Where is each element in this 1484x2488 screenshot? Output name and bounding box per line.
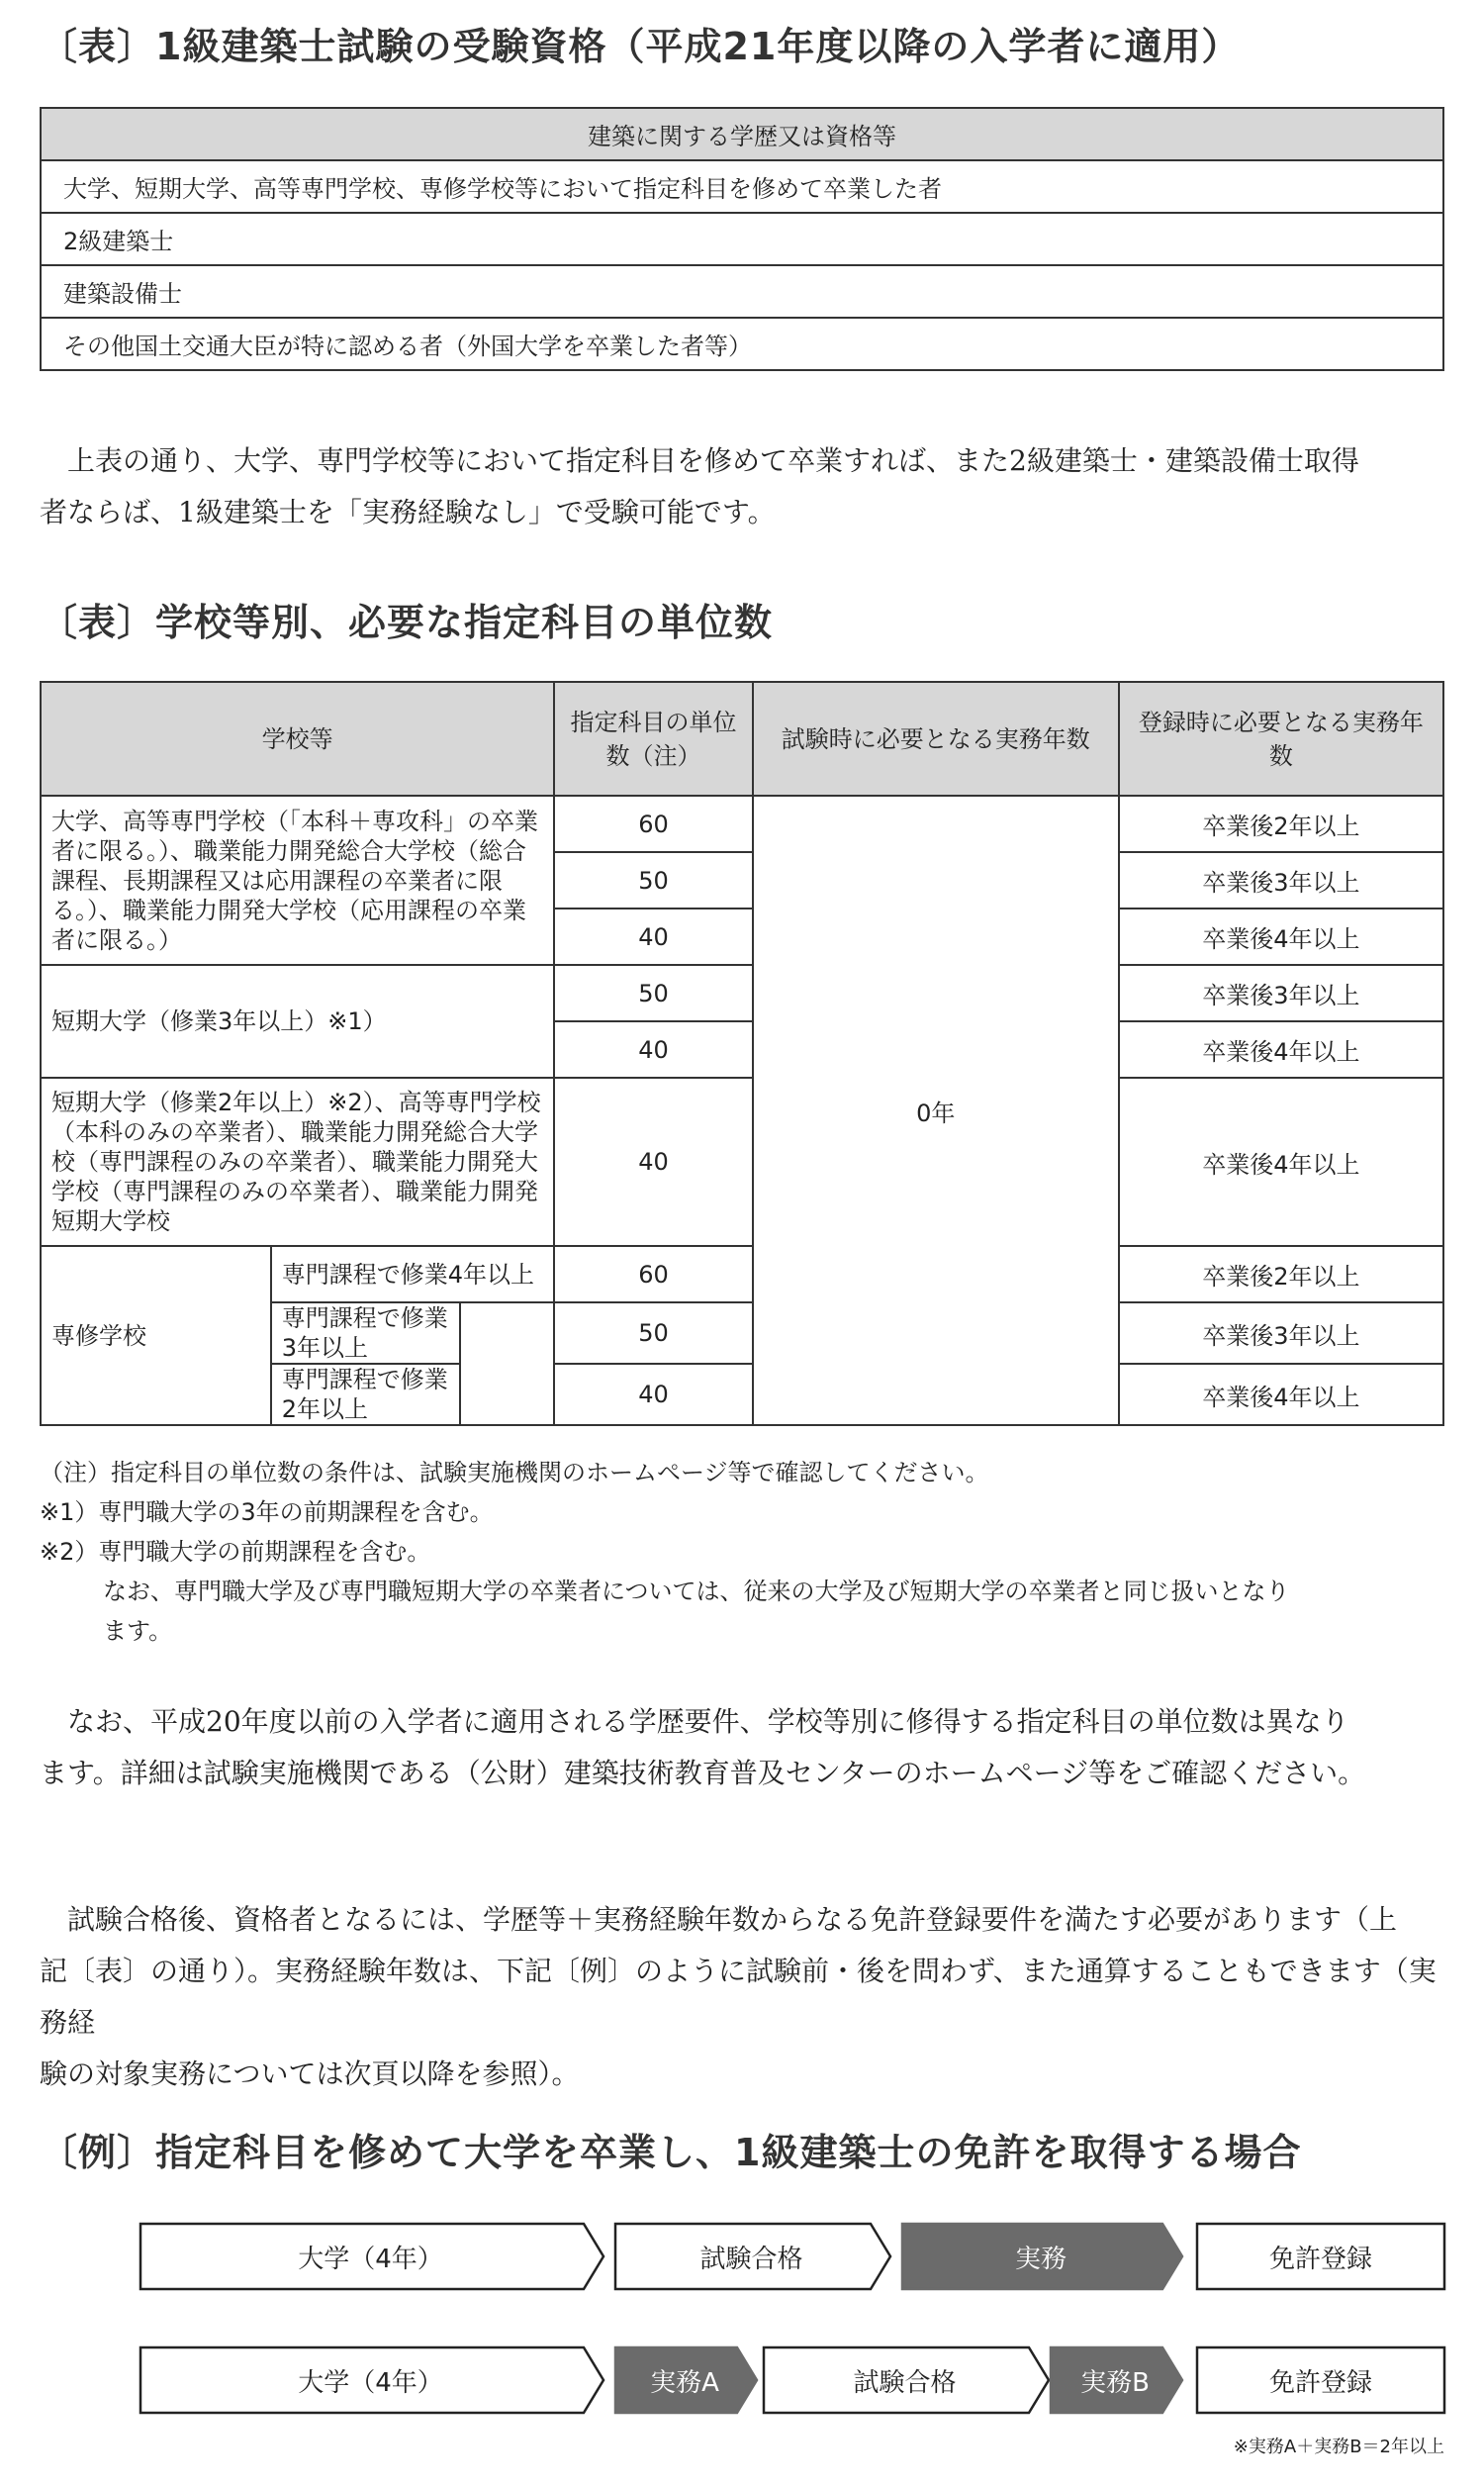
reg-years-cell: 卒業後4年以上 bbox=[1119, 1021, 1443, 1078]
reg-years-cell: 卒業後4年以上 bbox=[1119, 909, 1443, 965]
table-row: 建築設備士 bbox=[41, 265, 1443, 318]
school-junior-college-3yr: 短期大学（修業3年以上）※1） bbox=[41, 965, 554, 1078]
flow-label: 免許登録 bbox=[1268, 2245, 1372, 2274]
header-exam-years: 試験時に必要となる実務年数 bbox=[753, 682, 1119, 796]
paragraph-line: 記〔表〕の通り）。実務経験年数は、下記〔例〕のように試験前・後を問わず、また通算することもできます（実務経 bbox=[40, 1955, 1437, 2039]
flow-label: 大学（4年） bbox=[298, 2368, 443, 2398]
vocational-course: 専門課程で修業2年以上 bbox=[271, 1364, 460, 1425]
flow-row-2 bbox=[0, 2345, 1484, 2415]
intro-paragraph bbox=[40, 435, 1454, 538]
table2-title: 〔表〕学校等別、必要な指定科目の単位数 bbox=[40, 601, 774, 644]
flow-label: 実務 bbox=[1014, 2245, 1067, 2274]
table1-header: 建築に関する学歴又は資格等 bbox=[41, 108, 1443, 160]
flow-row-1 bbox=[0, 2222, 1484, 2291]
paragraph-line: 試験合格後、資格者となるには、学歴等＋実務経験年数からなる免許登録要件を満たす必要があります（上 bbox=[67, 1903, 1398, 1936]
school-junior-college-2yr: 短期大学（修業2年以上）※2）、高等専門学校（本科のみの卒業者）、職業能力開発総合大学校（専門課程のみの卒業者）、職業能力開発大学校（専門課程のみの卒業者）、職業能力開発短期大学校 bbox=[41, 1078, 554, 1246]
note-line: ます。 bbox=[103, 1617, 173, 1645]
table1-title: 〔表〕1級建築士試験の受験資格（平成21年度以降の入学者に適用） bbox=[40, 25, 1241, 68]
vocational-course: 専門課程で修業3年以上 bbox=[271, 1302, 460, 1364]
reg-years-cell: 卒業後2年以上 bbox=[1119, 796, 1443, 852]
reg-years-cell: 卒業後2年以上 bbox=[1119, 1246, 1443, 1302]
flow-label: 試験合格 bbox=[853, 2368, 957, 2398]
flow-label: 実務A bbox=[650, 2368, 719, 2398]
table-row: 大学、短期大学、高等専門学校、専修学校等において指定科目を修めて卒業した者 bbox=[41, 160, 1443, 213]
example-title: 〔例〕指定科目を修めて大学を卒業し、1級建築士の免許を取得する場合 bbox=[40, 2131, 1302, 2174]
paragraph-line: ます。詳細は試験実施機関である（公財）建築技術教育普及センターのホームページ等をご確認ください。 bbox=[40, 1757, 1366, 1789]
school-university: 大学、高等専門学校（「本科＋専攻科」の卒業者に限る。）、職業能力開発総合大学校（総合課程、長期課程又は応用課程の卒業者に限る。）、職業能力開発大学校（応用課程の卒業者に限る。） bbox=[41, 796, 554, 965]
school-vocational: 専修学校 bbox=[41, 1246, 271, 1425]
flow-footnote: ※実務A＋実務B＝2年以上 bbox=[1233, 2437, 1444, 2457]
units-cell: 60 bbox=[554, 796, 753, 852]
bracket-spacer bbox=[460, 1302, 555, 1425]
units-cell: 40 bbox=[554, 1021, 753, 1078]
vocational-course: 専門課程で修業4年以上 bbox=[271, 1246, 554, 1302]
units-cell: 50 bbox=[554, 1302, 753, 1364]
paragraph-line: 者ならば、1級建築士を「実務経験なし」で受験可能です。 bbox=[40, 496, 776, 528]
units-cell: 40 bbox=[554, 1364, 753, 1425]
paragraph-line: 上表の通り、大学、専門学校等において指定科目を修めて卒業すれば、また2級建築士・建築設備士取得 bbox=[67, 444, 1359, 477]
note-paragraph bbox=[40, 1696, 1454, 1799]
table-row: 2級建築士 bbox=[41, 213, 1443, 265]
reg-years-cell: 卒業後4年以上 bbox=[1119, 1364, 1443, 1425]
header-school: 学校等 bbox=[41, 682, 554, 796]
units-cell: 40 bbox=[554, 1078, 753, 1246]
reg-years-cell: 卒業後3年以上 bbox=[1119, 965, 1443, 1021]
flow-label: 免許登録 bbox=[1268, 2368, 1372, 2398]
reg-years-cell: 卒業後3年以上 bbox=[1119, 1302, 1443, 1364]
table-notes bbox=[40, 1453, 1290, 1651]
license-paragraph bbox=[40, 1894, 1454, 2100]
note-line: なお、専門職大学及び専門職短期大学の卒業者については、従来の大学及び短期大学の卒業者と同じ扱いとなり bbox=[103, 1578, 1290, 1605]
units-cell: 40 bbox=[554, 909, 753, 965]
exam-years-cell: 0年 bbox=[753, 796, 1119, 1425]
paragraph-line: 験の対象実務については次頁以降を参照）。 bbox=[40, 2057, 580, 2090]
table-row: その他国土交通大臣が特に認める者（外国大学を卒業した者等） bbox=[41, 318, 1443, 370]
header-reg-years: 登録時に必要となる実務年数 bbox=[1119, 682, 1443, 796]
note-line: ※2）専門職大学の前期課程を含む。 bbox=[40, 1538, 431, 1566]
flow-label: 実務B bbox=[1080, 2368, 1150, 2398]
header-units: 指定科目の単位数（注） bbox=[554, 682, 753, 796]
flow-label: 試験合格 bbox=[699, 2245, 803, 2274]
note-line: （注）指定科目の単位数の条件は、試験実施機関のホームページ等で確認してください。 bbox=[40, 1459, 989, 1486]
reg-years-cell: 卒業後4年以上 bbox=[1119, 1078, 1443, 1246]
units-cell: 60 bbox=[554, 1246, 753, 1302]
note-line: ※1）専門職大学の3年の前期課程を含む。 bbox=[40, 1498, 494, 1526]
reg-years-cell: 卒業後3年以上 bbox=[1119, 852, 1443, 909]
paragraph-line: なお、平成20年度以前の入学者に適用される学歴要件、学校等別に修得する指定科目の単位数は異なり bbox=[67, 1705, 1349, 1738]
units-cell: 50 bbox=[554, 852, 753, 909]
units-table bbox=[40, 681, 1444, 1426]
qualification-table bbox=[40, 107, 1444, 371]
flow-label: 大学（4年） bbox=[298, 2245, 443, 2274]
units-cell: 50 bbox=[554, 965, 753, 1021]
